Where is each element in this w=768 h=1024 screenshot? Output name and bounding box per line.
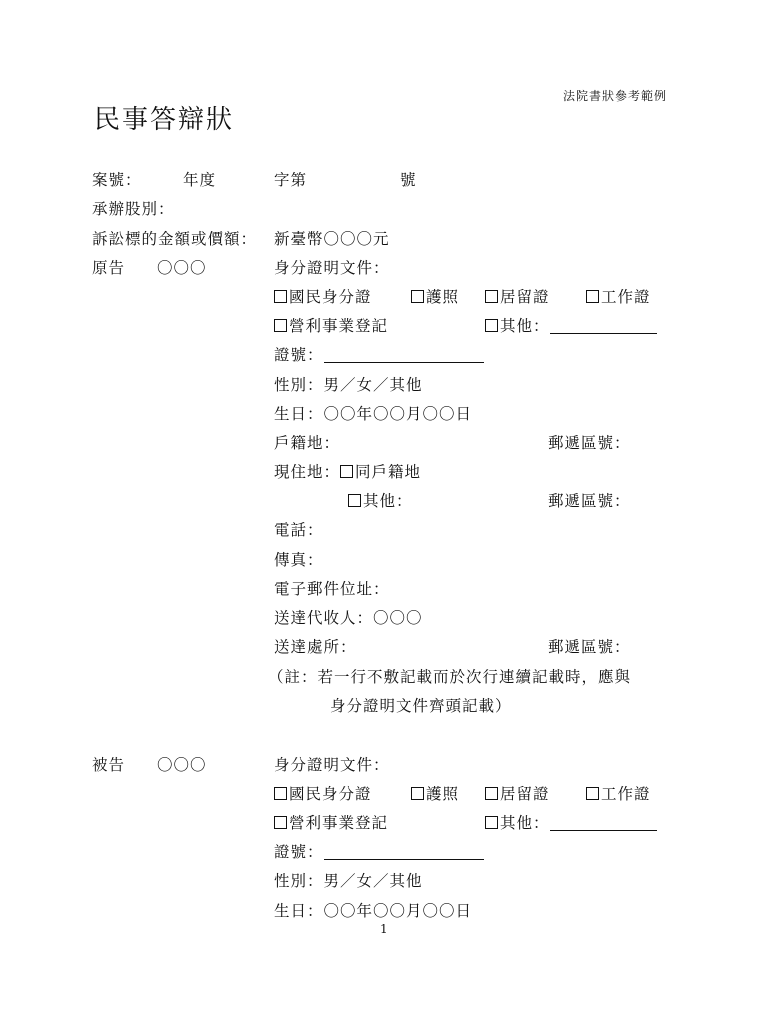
plaintiff-service-place: 送達處所： (274, 638, 357, 656)
defendant-cb-work[interactable]: 工作證 (586, 784, 651, 804)
plaintiff-cb-national-id[interactable]: 國民身分證 (274, 287, 372, 307)
case-year-label: 年度 (183, 171, 217, 189)
plaintiff-id-no: 證號： (274, 345, 484, 365)
checkbox-icon[interactable] (586, 290, 599, 303)
defendant-cb-residence[interactable]: 居留證 (485, 784, 550, 804)
checkbox-icon[interactable] (340, 465, 353, 478)
plaintiff-note-line1: （註：若一行不敷記載而於次行連續記載時，應與 (268, 668, 632, 686)
defendant-role: 被告 (92, 756, 126, 774)
id-no-blank-line[interactable] (324, 347, 484, 363)
checkbox-icon[interactable] (586, 787, 599, 800)
case-char-label: 字第 (274, 171, 308, 189)
checkbox-icon[interactable] (348, 494, 361, 507)
case-number-label: 案號： (92, 171, 142, 189)
checkbox-icon[interactable] (485, 319, 498, 332)
defendant-birthday: 生日：〇〇年〇〇月〇〇日 (274, 902, 473, 920)
plaintiff-cb-business[interactable]: 營利事業登記 (274, 316, 388, 336)
plaintiff-residence: 現住地： 同戶籍地 (274, 463, 422, 481)
defendant-gender: 性別：男／女／其他 (274, 872, 423, 890)
checkbox-icon[interactable] (485, 816, 498, 829)
defendant-cb-national-id[interactable]: 國民身分證 (274, 784, 372, 804)
defendant-cb-other[interactable]: 其他： (485, 813, 657, 833)
checkbox-icon[interactable] (274, 290, 287, 303)
checkbox-icon[interactable] (274, 319, 287, 332)
defendant-id-docs-label: 身分證明文件： (274, 756, 390, 774)
checkbox-icon[interactable] (485, 290, 498, 303)
plaintiff-cb-work[interactable]: 工作證 (586, 287, 651, 307)
reference-note: 法院書狀參考範例 (563, 89, 668, 103)
plaintiff-cb-other[interactable]: 其他： (485, 316, 657, 336)
plaintiff-fax: 傳真： (274, 551, 324, 569)
plaintiff-agent: 送達代收人：〇〇〇 (274, 609, 423, 627)
plaintiff-name: 〇〇〇 (157, 259, 207, 277)
plaintiff-id-docs-label: 身分證明文件： (274, 259, 390, 277)
plaintiff-email: 電子郵件位址： (274, 580, 390, 598)
id-no-blank-line[interactable] (324, 844, 484, 860)
other-blank-line[interactable] (550, 815, 657, 831)
plaintiff-note-line2: 身分證明文件齊頭記載） (330, 697, 512, 715)
amount-value: 新臺幣〇〇〇元 (274, 230, 390, 248)
division-label: 承辦股別： (92, 200, 175, 218)
case-no-label: 號 (400, 171, 417, 189)
amount-label: 訴訟標的金額或價額： (92, 230, 258, 248)
checkbox-icon[interactable] (411, 787, 424, 800)
plaintiff-household: 戶籍地： (274, 434, 341, 452)
checkbox-icon[interactable] (274, 816, 287, 829)
plaintiff-residence-other[interactable]: 其他： (348, 491, 413, 511)
plaintiff-gender: 性別：男／女／其他 (274, 376, 423, 394)
other-blank-line[interactable] (550, 318, 657, 334)
plaintiff-role: 原告 (92, 259, 126, 277)
page-number: 1 (380, 922, 388, 936)
plaintiff-cb-residence[interactable]: 居留證 (485, 287, 550, 307)
checkbox-icon[interactable] (485, 787, 498, 800)
plaintiff-household-postal: 郵遞區號： (548, 434, 631, 452)
plaintiff-cb-passport[interactable]: 護照 (411, 287, 459, 307)
defendant-cb-passport[interactable]: 護照 (411, 784, 459, 804)
plaintiff-service-postal: 郵遞區號： (548, 638, 631, 656)
plaintiff-birthday: 生日：〇〇年〇〇月〇〇日 (274, 405, 473, 423)
defendant-name: 〇〇〇 (157, 756, 207, 774)
checkbox-icon[interactable] (274, 787, 287, 800)
defendant-cb-business[interactable]: 營利事業登記 (274, 813, 388, 833)
plaintiff-phone: 電話： (274, 521, 324, 539)
page-title: 民事答辯狀 (94, 105, 235, 135)
checkbox-icon[interactable] (411, 290, 424, 303)
plaintiff-residence-postal: 郵遞區號： (548, 492, 631, 510)
defendant-id-no: 證號： (274, 842, 484, 862)
